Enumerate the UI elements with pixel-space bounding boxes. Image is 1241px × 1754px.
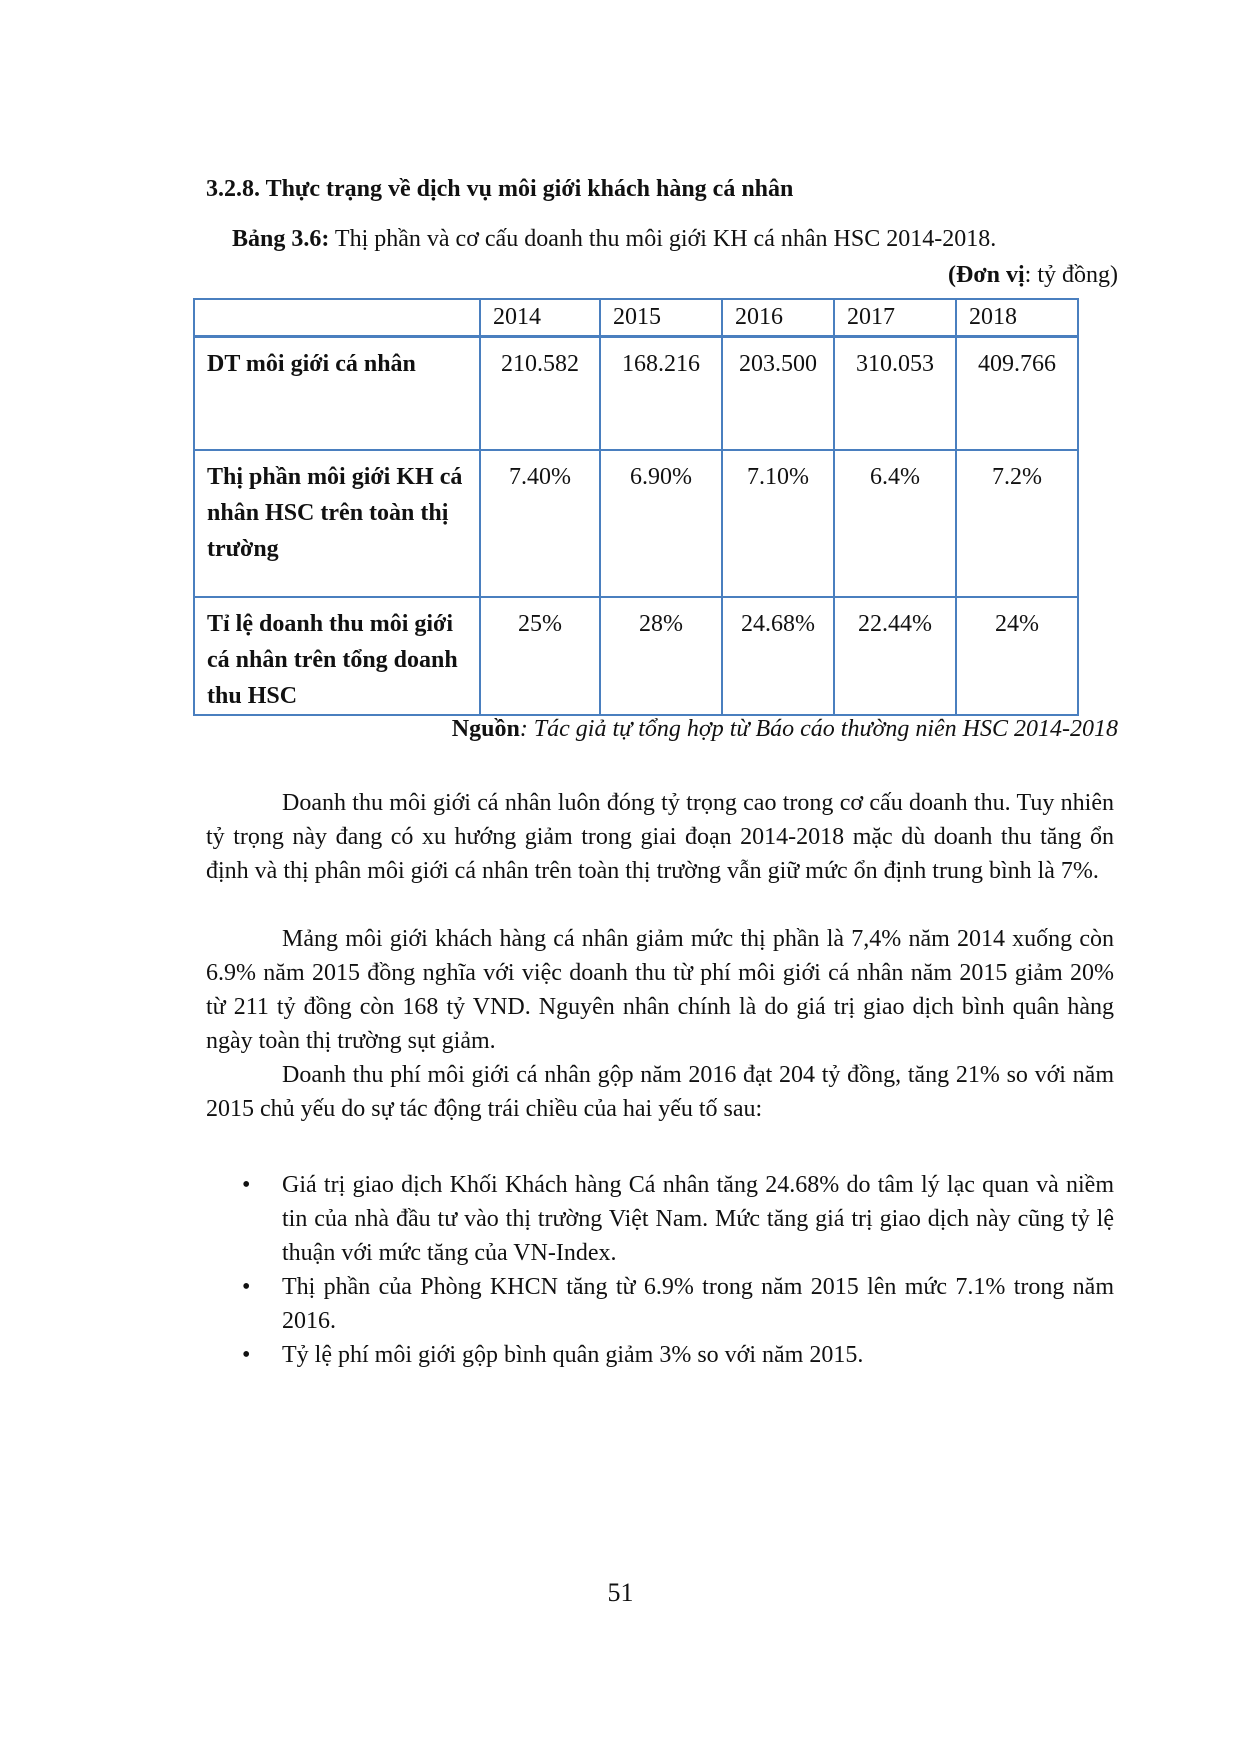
table-source [452,716,1118,743]
header-year: 2018 [956,299,1078,337]
list-item [206,1338,1114,1372]
header-empty-cell [194,299,480,337]
table-cell: 7.2% [956,450,1078,597]
body-paragraph: Doanh thu môi giới cá nhân luôn đóng tỷ trọng cao trong cơ cấu doanh thu. Tuy nhiên tỷ trọng này đang có xu hướng giảm trong giai đoạn 2014-2018 mặc dù doanh thu tăng ổn định và thị phân môi giới cá nhân trên toàn thị trường vẫn giữ mức ổn định trung bình là 7%. [206,790,1114,884]
table-cell: 6.90% [600,450,722,597]
table-cell: 7.40% [480,450,600,597]
table-cell: 203.500 [722,337,834,451]
source-label: Nguồn [451,716,520,742]
list-item [206,1168,1114,1270]
list-item [206,1270,1114,1338]
table-cell: 210.582 [480,337,600,451]
row-label: DT môi giới cá nhân [194,337,480,451]
list-item-text: Giá trị giao dịch Khối Khách hàng Cá nhân tăng 24.68% do tâm lý lạc quan và niềm tin của nhà đầu tư vào thị trường Việt Nam. Mức tăng giá trị giao dịch này cũng tỷ lệ thuận với mức tăng của VN-Index. [282,1172,1114,1266]
page-number: 51 [607,1578,634,1607]
table-cell: 310.053 [834,337,956,451]
header-year: 2017 [834,299,956,337]
unit-note [948,262,1118,289]
table-cell: 24% [956,597,1078,715]
table-cell: 6.4% [834,450,956,597]
unit-text: : tỷ đồng) [1024,262,1118,288]
table-caption-label: Bảng 3.6: [232,226,330,252]
row-label: Tỉ lệ doanh thu môi giới cá nhân trên tổng doanh thu HSC [194,597,480,715]
table-cell: 168.216 [600,337,722,451]
table-cell: 24.68% [722,597,834,715]
body-paragraph: Doanh thu phí môi giới cá nhân gộp năm 2016 đạt 204 tỷ đồng, tăng 21% so với năm 2015 chủ yếu do sự tác động trái chiều của hai yếu tố sau: [206,1062,1114,1122]
table-cell: 22.44% [834,597,956,715]
header-year: 2016 [722,299,834,337]
table-row [194,450,1078,597]
market-share-table [193,298,1079,716]
body-paragraph: Mảng môi giới khách hàng cá nhân giảm mức thị phần là 7,4% năm 2014 xuống còn 6.9% năm 2015 đồng nghĩa với việc doanh thu từ phí môi giới cá nhân năm 2015 giảm 20% từ 211 tỷ đồng còn 168 tỷ VND. Nguyên nhân chính là do giá trị giao dịch bình quân hàng ngày toàn thị trường sụt giảm. [206,926,1114,1054]
row-label: Thị phần môi giới KH cá nhân HSC trên toàn thị trường [194,450,480,597]
table-cell: 25% [480,597,600,715]
bullet-icon: • [242,1172,251,1198]
table-row [194,597,1078,715]
table-cell: 7.10% [722,450,834,597]
unit-label: (Đơn vị [948,262,1025,288]
header-year: 2014 [480,299,600,337]
table-row [194,337,1078,451]
table-cell: 409.766 [956,337,1078,451]
header-year: 2015 [600,299,722,337]
table-caption [232,226,996,253]
section-heading: 3.2.8. Thực trạng về dịch vụ môi giới khách hàng cá nhân [206,176,794,202]
source-text: : Tác giả tự tổng hợp từ Báo cáo thường niên HSC 2014-2018 [519,716,1118,742]
list-item-text: Tỷ lệ phí môi giới gộp bình quân giảm 3% so với năm 2015. [282,1342,864,1368]
table-caption-text: Thị phần và cơ cấu doanh thu môi giới KH cá nhân HSC 2014-2018. [329,226,997,252]
bullet-list [206,1168,1114,1372]
table-header-row [194,299,1078,337]
bullet-icon: • [242,1274,251,1300]
bullet-icon: • [242,1342,251,1368]
list-item-text: Thị phần của Phòng KHCN tăng từ 6.9% trong năm 2015 lên mức 7.1% trong năm 2016. [282,1274,1114,1334]
table-cell: 28% [600,597,722,715]
